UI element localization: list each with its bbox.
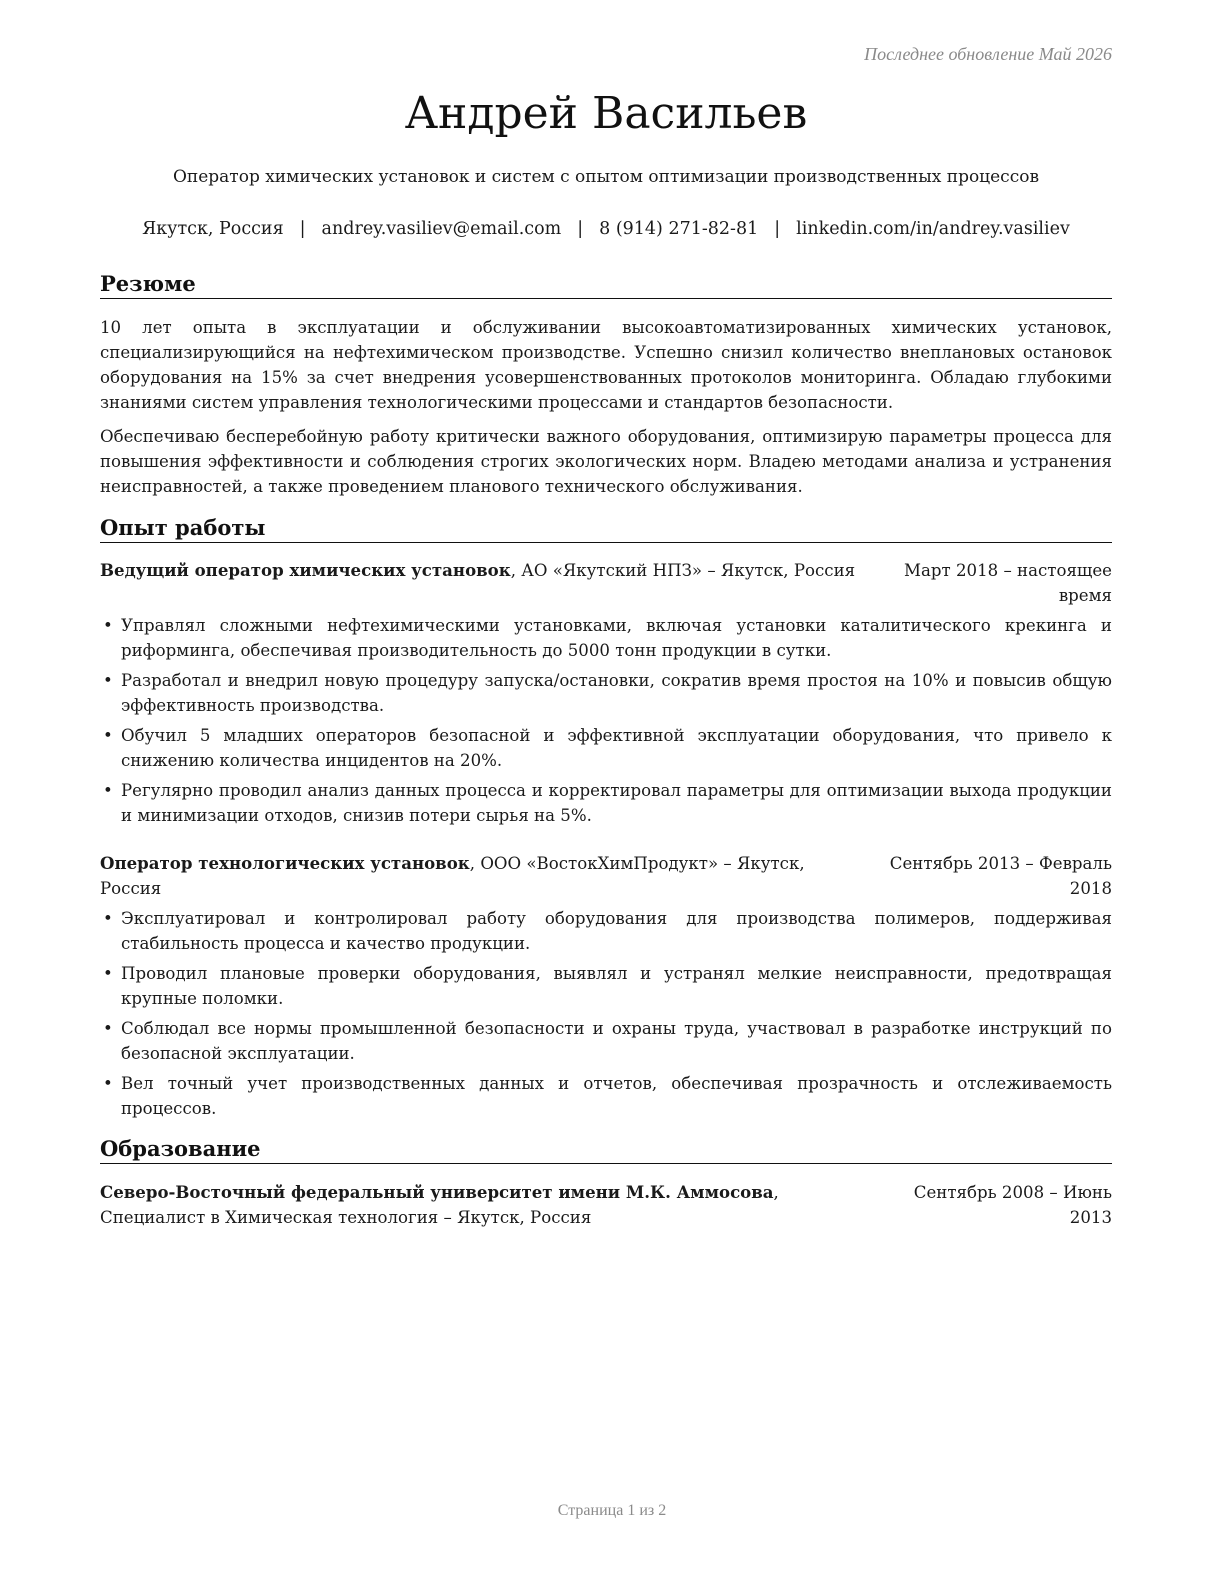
candidate-name: Андрей Васильев — [404, 88, 808, 139]
education-institution: Северо-Восточный федеральный университет имени М.К. Аммосова — [100, 1182, 774, 1202]
contact-location: Якутск, Россия — [142, 219, 284, 239]
contact-phone[interactable]: 8 (914) 271-82-81 — [599, 219, 759, 239]
bullet-item: • Обучил 5 младших операторов безопасной и эффективной эксплуатации оборудования, что привело к снижению количества инцидентов на 20%. — [100, 723, 1112, 773]
job-header — [100, 851, 1112, 901]
job-position: Оператор технологических установок — [100, 853, 470, 873]
section-title-experience: Опыт работы — [100, 515, 1112, 543]
candidate-tagline: Оператор химических установок и систем с опытом оптимизации производственных процессов — [172, 167, 1040, 187]
contact-line — [100, 219, 1112, 239]
bullet-icon: • — [103, 671, 113, 690]
bullet-item: • Управлял сложными нефтехимическими установками, включая установки каталитического крекинга и риформинга, обеспечивая производительность до 5000 тонн продукции в сутки. — [100, 613, 1112, 663]
bullet-icon: • — [103, 909, 113, 928]
page-number: Страница 1 из 2 — [557, 1502, 667, 1519]
bullet-item: • Проводил плановые проверки оборудования, выявлял и устранял мелкие неисправности, предотвращая крупные поломки. — [100, 961, 1112, 1011]
job-company: , ООО «ВостокХимПродукт» – Якутск, Россия — [100, 854, 805, 898]
section-title-education: Образование — [100, 1136, 1112, 1164]
bullet-icon: • — [103, 1074, 113, 1093]
summary-paragraph: Обеспечиваю бесперебойную работу критически важного оборудования, оптимизирую параметры процесса для повышения эффективности и соблюдения строгих экологических норм. Владею методами анализа и устранения неисправностей, а также проведением планового технического обслуживания. — [100, 427, 1112, 496]
bullet-item: • Эксплуатировал и контролировал работу оборудования для производства полимеров, поддерживая стабильность процесса и качество продукции. — [100, 906, 1112, 956]
education-details: , Специалист в Химическая технология – Якутск, Россия — [100, 1183, 779, 1227]
bullet-icon: • — [103, 1019, 113, 1038]
job-dates: Март 2018 – настоящее время — [904, 561, 1112, 605]
section-title-summary: Резюме — [100, 271, 1112, 299]
contact-separator: | — [299, 219, 306, 239]
last-updated: Последнее обновление Май 2026 — [864, 44, 1112, 64]
summary-section — [100, 315, 1112, 508]
bullet-item: • Разработал и внедрил новую процедуру запуска/остановки, сократив время простоя на 10% и повысив общую эффективность производства. — [100, 668, 1112, 718]
bullet-item: • Вел точный учет производственных данных и отчетов, обеспечивая прозрачность и отслеживаемость процессов. — [100, 1071, 1112, 1121]
job-header — [100, 558, 1112, 608]
bullet-icon: • — [103, 726, 113, 745]
bullet-item: • Соблюдал все нормы промышленной безопасности и охраны труда, участвовал в разработке инструкций по безопасной эксплуатации. — [100, 1016, 1112, 1066]
summary-paragraph: 10 лет опыта в эксплуатации и обслуживании высокоавтоматизированных химических установок, специализирующийся на нефтехимическом производстве. Успешно снизил количество внеплановых остановок оборудования на 15% за счет внедрения усовершенствованных протоколов мониторинга. Обладаю глубокими знаниями систем управления технологическими процессами и стандартов безопасности. — [100, 318, 1112, 412]
education-dates: Сентябрь 2008 – Июнь 2013 — [913, 1183, 1112, 1227]
education-header — [100, 1180, 1112, 1230]
contact-separator: | — [774, 219, 781, 239]
job-company: , АО «Якутский НПЗ» – Якутск, Россия — [510, 561, 856, 580]
job-entry — [100, 558, 1112, 833]
contact-linkedin[interactable]: linkedin.com/in/andrey.vasiliev — [796, 219, 1070, 239]
contact-separator: | — [577, 219, 584, 239]
job-bullets — [100, 613, 1112, 828]
job-dates: Сентябрь 2013 – Февраль 2018 — [889, 854, 1112, 898]
bullet-icon: • — [103, 964, 113, 983]
bullet-item: • Регулярно проводил анализ данных процесса и корректировал параметры для оптимизации выхода продукции и минимизации отходов, снизив потери сырья на 5%. — [100, 778, 1112, 828]
bullet-icon: • — [103, 781, 113, 800]
education-entry — [100, 1180, 1112, 1230]
job-position: Ведущий оператор химических установок — [100, 560, 511, 580]
job-bullets — [100, 906, 1112, 1121]
job-entry — [100, 851, 1112, 1126]
contact-email[interactable]: andrey.vasiliev@email.com — [321, 219, 562, 239]
bullet-icon: • — [103, 616, 113, 635]
